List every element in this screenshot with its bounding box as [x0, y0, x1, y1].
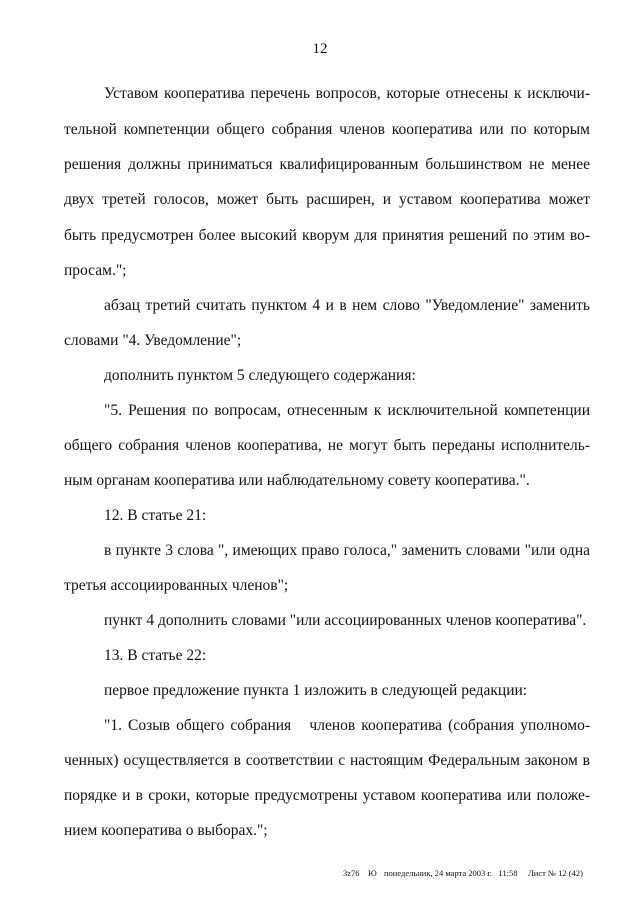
text-line: ным органам кооператива или наблюдательному совету кооператива.".	[64, 472, 530, 489]
text-line: двух третей голосов, может быть расширен, и уставом кооператива может	[64, 191, 590, 208]
text-line: просам.";	[64, 262, 127, 279]
page-number: 12	[312, 41, 328, 57]
text-line: тельной компетенции общего собрания членов кооператива или по которым	[64, 121, 590, 138]
footer-mark: Ю	[368, 868, 377, 878]
text-line: третья ассоциированных членов";	[64, 577, 289, 594]
text-line: быть предусмотрен более высокий кворум для принятия решений по этим во-	[64, 227, 590, 244]
text-line: словами "4. Уведомление";	[64, 332, 242, 349]
text-line: Уставом кооператива перечень вопросов, которые отнесены к исключи-	[104, 85, 590, 102]
footer-datetime: понедельник, 24 марта 2003 г. 11:58	[384, 868, 518, 878]
text-line: решения должны приниматься квалифицированным большинством не менее	[64, 156, 590, 173]
text-line: пункт 4 дополнить словами "или ассоциированных членов кооператива".	[104, 612, 587, 629]
text-line: общего собрания членов кооператива, не могут быть переданы исполнитель-	[64, 437, 590, 454]
footer-doc-code: 3z76	[343, 868, 360, 878]
text-line: дополнить пунктом 5 следующего содержания:	[104, 367, 416, 384]
text-line: в пункте 3 слова ", имеющих право голоса," заменить словами "или одна	[104, 542, 590, 559]
text-line: ченных) осуществляется в соответствии с настоящим Федеральным законом в	[64, 752, 590, 769]
text-line: первое предложение пункта 1 изложить в следующей редакции:	[104, 682, 528, 699]
text-line: "1. Созыв общего собрания членов кооператива (собрания уполномо-	[104, 717, 590, 734]
footer-sheet: Лист № 12 (42)	[528, 868, 583, 878]
text-line: "5. Решения по вопросам, отнесенным к исключительной компетенции	[104, 402, 590, 419]
section-heading: 12. В статье 21:	[104, 507, 207, 524]
text-line: порядке и в сроки, которые предусмотрены уставом кооператива или положе-	[64, 787, 590, 804]
section-heading: 13. В статье 22:	[104, 647, 207, 664]
text-line: абзац третий считать пунктом 4 и в нем слово "Уведомление" заменить	[104, 297, 590, 314]
text-line: нием кооператива о выборах.";	[64, 822, 268, 839]
